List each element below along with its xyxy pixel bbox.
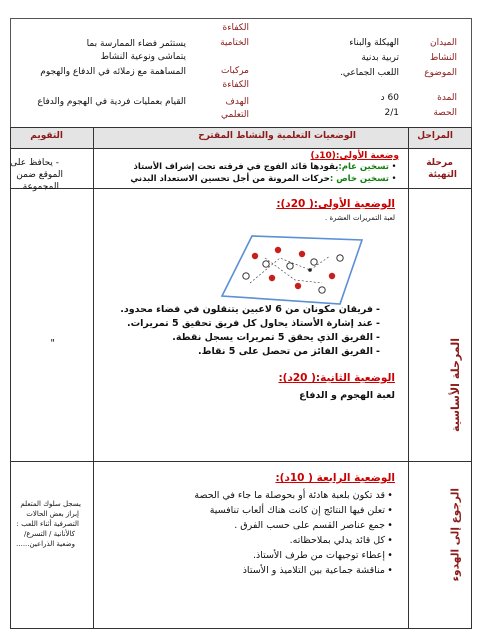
- header-label-competence: الكفاءة: [222, 23, 249, 33]
- player-red: [329, 273, 335, 279]
- col-header-situations: الوضعيات التعلمية والنشاط المقترح: [198, 131, 356, 141]
- header-label-components: مركبات: [220, 66, 249, 76]
- phase1-name-line2: التهيئة: [428, 170, 457, 180]
- player-red: [252, 253, 258, 259]
- player-white: [337, 255, 343, 261]
- phase3-eval-5: وضعية الذراعين......: [16, 540, 75, 548]
- header-label-objective: الهدف: [225, 97, 249, 107]
- phase1-item-1: •تسخين عام:يقودها قائد الفوج في فرقته تحت إشراف الأستاذ: [133, 162, 397, 172]
- phase2-situation2-text: لعبة الهجوم و الدفاع: [299, 390, 395, 401]
- phase3-eval-4: كالأنانية / التسرع/: [24, 530, 75, 538]
- phase3-eval-3: التصرفية أثناء اللعب :: [16, 520, 79, 528]
- header-label-learning: التعلمي: [221, 110, 249, 120]
- col-header-evaluation: التقويم: [30, 131, 63, 141]
- phase3-item-1: •قد تكون بلعبة هادئة أو بحوصلة ما جاء في الحصة: [194, 490, 393, 501]
- phase1-item-2: •تسخين خاص :حركات المرونة من أجل تحسين الاستعداد البدني: [130, 174, 397, 184]
- phase1-name-line1: مرحلة: [426, 158, 453, 168]
- header-label-final: الختامية: [220, 38, 249, 48]
- header-value-domain: الهيكلة والبناء: [349, 38, 399, 48]
- objective-line: القيام بعمليات فردية في الهجوم والدفاع: [37, 97, 186, 107]
- phase2-situation1-title: الوضعية الأولى:( 20د):: [276, 198, 395, 210]
- phase2-item-4: -الفريق الفائز من تحصل على 5 نقاط.: [198, 346, 380, 357]
- header-label-domain: الميدان: [430, 38, 457, 48]
- ball: [308, 268, 312, 272]
- player-white: [311, 259, 317, 265]
- phase1-eval-2: الموقع ضمن: [16, 170, 63, 180]
- col-header-phases: المراحل: [417, 131, 453, 141]
- phase2-item-1: -فريقان مكونان من 6 لاعبين يتنقلون في فضاء محدود.: [120, 304, 380, 315]
- phase2-item-2: -عند إشارة الأستاذ يحاول كل فريق تحقيق 5 تمريرات.: [127, 318, 380, 329]
- phase3-item-5: •إعطاء توجيهات من طرف الأستاذ.: [252, 550, 393, 561]
- phase3-situation-title: الوضعية الرابعة ( 10د):: [275, 472, 395, 484]
- competence-line-1: يستثمر فضاء الممارسة بما: [86, 39, 186, 49]
- header-label-activity: النشاط: [429, 53, 457, 63]
- player-red: [295, 283, 301, 289]
- phase2-name: المرحلة الأساسية: [449, 338, 462, 432]
- header-value-topic: اللعب الجماعي.: [340, 68, 399, 78]
- phase3-item-2: •تعلن فيها النتائج إن كانت هناك ألعاب تنافسية: [209, 505, 393, 516]
- competence-line-2: يتماشى ونوعية النشاط: [100, 52, 186, 62]
- field-boundary: [222, 236, 362, 304]
- player-red: [269, 275, 275, 281]
- header-value-session: 2/1: [384, 108, 399, 118]
- player-white: [243, 273, 249, 279]
- lesson-header: [10, 18, 472, 128]
- phase2-eval-mark: ": [50, 338, 55, 349]
- components-line: المساهمة مع زملائه في الدفاع والهجوم: [40, 67, 186, 77]
- header-label-topic: الموضوع: [424, 68, 457, 78]
- phase3-name: الرجوع إلى الهدوء: [449, 488, 461, 582]
- phase2-situation2-title: الوضعية الثانية:( 20د):: [278, 372, 395, 384]
- player-white: [287, 263, 293, 269]
- phase1-situation-title: وضعية الأولى:(10د): [310, 151, 399, 161]
- header-value-duration: 60 د: [380, 93, 399, 103]
- phase3-eval-1: يسجل سلوك المتعلم: [20, 500, 81, 508]
- phase3-item-4: •كل قائد يدلي بملاحظاته.: [289, 535, 393, 546]
- player-white: [319, 287, 325, 293]
- phase1-eval-3: المجموعة: [22, 182, 59, 192]
- header-value-activity: تربية بدنية: [361, 53, 399, 63]
- phase2-item-3: -الفريق الذي يحقق 5 تمريرات يسجل نقطة.: [172, 332, 380, 343]
- header-label-competence-2: الكفاءة: [222, 80, 249, 90]
- phase3-eval-2: إبراز بعض الحالات: [26, 510, 79, 518]
- player-white: [263, 261, 269, 267]
- player-red: [275, 247, 281, 253]
- phase2-situation1-subtitle: لعبة التمريرات العشرة .: [325, 214, 395, 222]
- phase3-item-3: •جمع عناصر القسم على حسب الفرق .: [234, 520, 393, 531]
- header-label-session: الحصة: [433, 108, 457, 118]
- header-label-duration: المدة: [437, 93, 457, 103]
- lesson-table: [10, 127, 472, 629]
- phase3-item-6: •مناقشة جماعية بين التلاميذ و الأستاذ: [242, 565, 393, 576]
- phase1-eval-1: - يحافظ على: [10, 158, 59, 168]
- playing-field-illustration: [210, 228, 365, 308]
- player-red: [299, 251, 305, 257]
